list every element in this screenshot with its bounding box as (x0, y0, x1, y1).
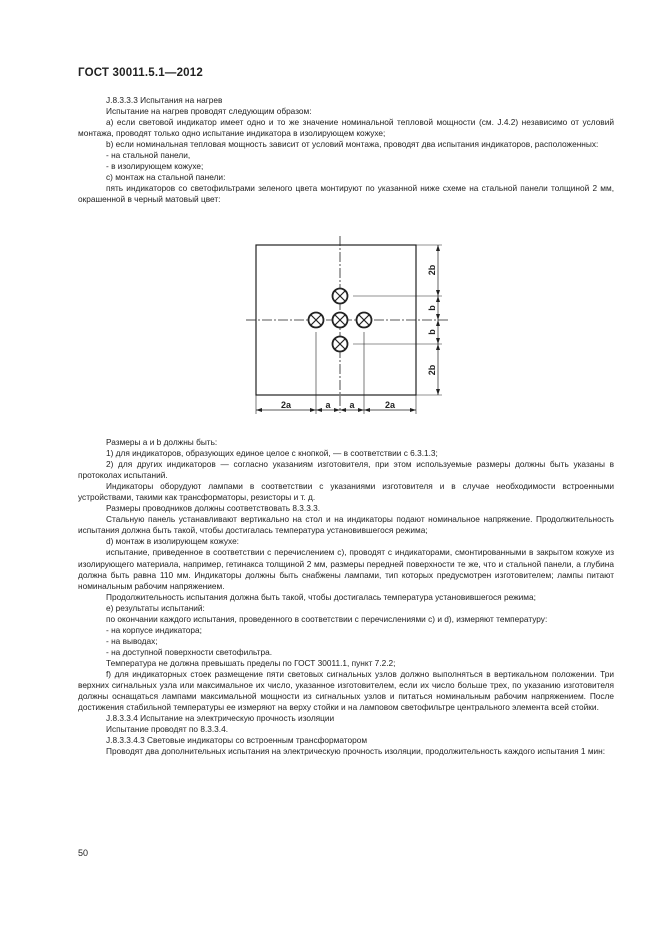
indicator-lamp-center (333, 313, 348, 328)
dimension-label-b-upper: b (427, 305, 437, 311)
dimension-label-2b-bottom: 2b (427, 364, 437, 376)
dimension-label-a-left: a (325, 400, 331, 410)
section-heading: J.8.3.3.3 Испытания на нагрев (106, 95, 223, 105)
list-item: - на выводах; (106, 635, 158, 646)
indicator-lamp-top (333, 289, 348, 304)
page-number: 50 (78, 848, 89, 858)
dimension-label-a-right: a (349, 400, 355, 410)
indicator-lamp-right (357, 313, 372, 328)
paragraph: е) результаты испытаний: (106, 602, 205, 613)
paragraph: испытание, приведенное в соответствии с перечислением с), проводят с индикаторами, смонтированными в закрытом кожухе из изолирующего материала, например, гетинакса толщиной 2 мм, размеры передней поверхности те же, что и стальной панели, а глубина должна быть равна 110 мм. Индикаторы должны быть снабжены лампами, тип которых предусмотрен изготовителем; лампы питают номинальным рабочим напряжением. (78, 547, 614, 591)
list-item: - в изолирующем кожухе; (106, 161, 204, 172)
section-heading: J.8.3.3.4.3 Световые индикаторы со встроенным трансформатором (106, 735, 368, 746)
paragraph: Размеры a и b должны быть: (106, 437, 218, 447)
text-block-1 (78, 95, 614, 205)
list-item: - на корпусе индикатора; (106, 624, 202, 635)
text-block-2 (78, 437, 614, 757)
paragraph: с) монтаж на стальной панели: (106, 172, 226, 183)
list-item: 2) для других индикаторов — согласно указаниям изготовителя, при этом используемые размеры должны быть указаны в протоколах испытаний. (78, 459, 614, 481)
paragraph: Испытание на нагрев проводят следующим образом: (106, 106, 312, 117)
list-item: - на стальной панели, (106, 150, 191, 161)
paragraph: d) монтаж в изолирующем кожухе: (106, 536, 239, 547)
dimension-label-2a-left: 2a (280, 400, 292, 410)
list-item: 1) для индикаторов, образующих единое целое с кнопкой, — в соответствии с 6.3.1.3; (106, 448, 438, 459)
document-code-header: ГОСТ 30011.5.1—2012 (78, 67, 203, 79)
paragraph: Испытание проводят по 8.3.3.4. (106, 724, 229, 735)
indicator-lamps (309, 289, 372, 352)
paragraph: b) если номинальная тепловая мощность зависит от условий монтажа, проводят два испытания индикаторов, расположенных: (106, 139, 599, 150)
dimension-label-2b-top: 2b (427, 264, 437, 276)
paragraph: Температура не должна превышать пределы по ГОСТ 30011.1, пункт 7.2.2; (106, 657, 396, 668)
indicator-layout-diagram (240, 232, 470, 424)
paragraph: по окончании каждого испытания, проведенного в соответствии с перечислениями с) и d), измеряют температуру: (106, 613, 548, 624)
dimension-label-2a-right: 2a (384, 400, 396, 410)
indicator-lamp-left (309, 313, 324, 328)
paragraph: пять индикаторов со светофильтрами зеленого цвета монтируют по указанной ниже схеме на стальной панели толщиной 2 мм, окрашенной в черный матовый цвет: (78, 183, 614, 205)
section-heading: J.8.3.3.4 Испытание на электрическую прочность изоляции (106, 713, 335, 724)
paragraph: Продолжительность испытания должна быть такой, чтобы достигалась температура установившегося режима; (106, 591, 536, 602)
dimension-label-b-lower: b (427, 329, 437, 335)
paragraph: f) для индикаторных стоек размещение пяти световых сигнальных узлов должно выполняться в вертикальном положении. Три верхних сигнальных узла или максимальное их число, указанное изготовителем, если их число больше трех, по указанию изготовителя должны оснащаться лампами максимальной мощности из сигнальных узлов и питаться номинальным рабочим напряжением. После достижения стабильной температуры ее измеряют на верху стойки и на ламповом светофильтре центрального элемента всей стойки. (78, 668, 614, 713)
indicator-lamp-bottom (333, 337, 348, 352)
paragraph: Индикаторы оборудуют лампами в соответствии с указаниями изготовителя и в случае необходимости встроенными устройствами, такими как трансформаторы, резисторы и т. д. (78, 481, 614, 503)
dimension-arrows (256, 245, 440, 412)
paragraph: Размеры проводников должны соответствовать 8.3.3.3. (106, 503, 321, 514)
paragraph: Проводят два дополнительных испытания на электрическую прочность изоляции, продолжительность каждого испытания 1 мин: (106, 746, 606, 757)
list-item: - на доступной поверхности светофильтра. (106, 646, 273, 657)
paragraph: Стальную панель устанавливают вертикально на стол и на индикаторы подают номинальное напряжение. Продолжительность испытания должна быть такой, чтобы достигалась температура установившегося режима; (78, 514, 614, 536)
paragraph: а) если световой индикатор имеет одно и то же значение номинальной тепловой мощности (см. J.4.2) независимо от условий монтажа, проводят только одно испытание индикатора в изолирующем кожухе; (78, 117, 614, 139)
